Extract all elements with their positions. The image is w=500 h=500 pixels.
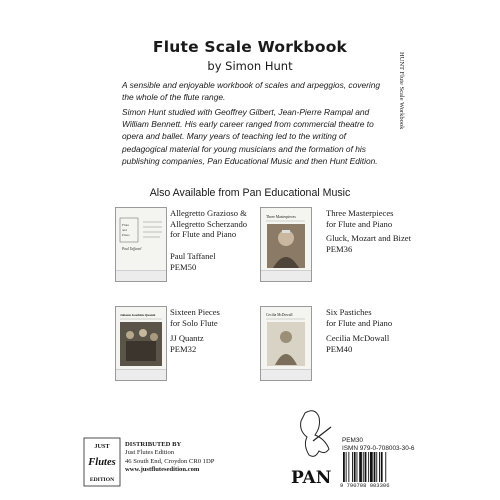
book-meta: Paul Taffanel PEM50	[170, 251, 216, 272]
thumb-label: Three Masterpieces	[266, 215, 296, 219]
logo-top-text: JUST	[94, 443, 110, 450]
distributor-block	[125, 441, 214, 475]
biography-paragraph: Simon Hunt studied with Geoffrey Gilbert, Jean-Pierre Rampal and William Bennett. His early career ranged from commercial theatre to opera and ballet. Many years of teaching led to the writing of pedagogical material for young musicians and the formation of his publishing companies, Pan Educational Music and then Hunt Edition.	[122, 107, 378, 166]
description-paragraph: A sensible and enjoyable workbook of scales and arpeggios, covering the whole of the flute range.	[122, 80, 381, 103]
distributor-address: 46 South End, Croydon CR0 1DP	[125, 457, 215, 465]
author-line: by Simon Hunt	[207, 59, 293, 73]
product-codes	[342, 437, 414, 453]
spine-text	[393, 52, 407, 162]
logo-script-text: Flutes	[88, 457, 116, 468]
book-cover-thumbnail	[115, 306, 167, 381]
pan-logo	[285, 405, 343, 490]
svg-text:Flute: Flute	[122, 223, 129, 227]
book-meta: Gluck, Mozart and Bizet PEM36	[326, 233, 411, 254]
distributed-by-label: DISTRIBUTED BY	[125, 441, 182, 448]
distributor-name: Just Flutes Edition	[125, 449, 175, 457]
book-meta: Cecilia McDowall PEM40	[326, 333, 390, 354]
book-meta: JJ Quantz PEM32	[170, 333, 204, 354]
ismn-code: ISMN 979-0-708003-30-6	[342, 445, 415, 452]
thumb-footer-band	[116, 369, 166, 380]
just-flutes-logo	[83, 437, 121, 487]
barcode-number: 9 790708 003306	[340, 482, 390, 489]
also-available-heading: Also Available from Pan Educational Music	[149, 187, 351, 199]
svg-text:Piano: Piano	[122, 233, 130, 237]
thumb-label: Cecilia McDowall	[266, 313, 293, 317]
svg-text:and: and	[122, 228, 127, 232]
book-cover-thumbnail	[260, 306, 312, 381]
thumb-label: Johann Joachim Quantz	[120, 313, 156, 317]
book-cover-thumbnail	[115, 207, 167, 282]
distributor-website: www.justflutesedition.com	[125, 466, 200, 474]
thumb-footer-band	[116, 270, 166, 281]
logo-bottom-text: EDITION	[89, 477, 115, 483]
thumb-footer-band	[261, 369, 311, 380]
book-title: Six Pastiches for Flute and Piano	[326, 307, 393, 328]
thumb-footer-band	[261, 270, 311, 281]
thumb-label: Paul Taffanel	[122, 247, 142, 251]
book-cover-thumbnail	[260, 207, 312, 282]
barcode-icon	[342, 452, 402, 482]
pem-code: PEM30	[342, 437, 363, 444]
book-title: Sixteen Pieces for Solo Flute	[170, 307, 220, 328]
spine-label: HUNT Flute Scale Workbook	[398, 52, 405, 130]
pan-logo-text: PAN	[291, 468, 332, 488]
book-title: Allegretto Grazioso & Allegretto Scherzando for Flute and Piano	[170, 208, 248, 240]
book-title: Three Masterpieces for Flute and Piano	[326, 208, 394, 229]
page-title: Flute Scale Workbook	[152, 38, 348, 56]
